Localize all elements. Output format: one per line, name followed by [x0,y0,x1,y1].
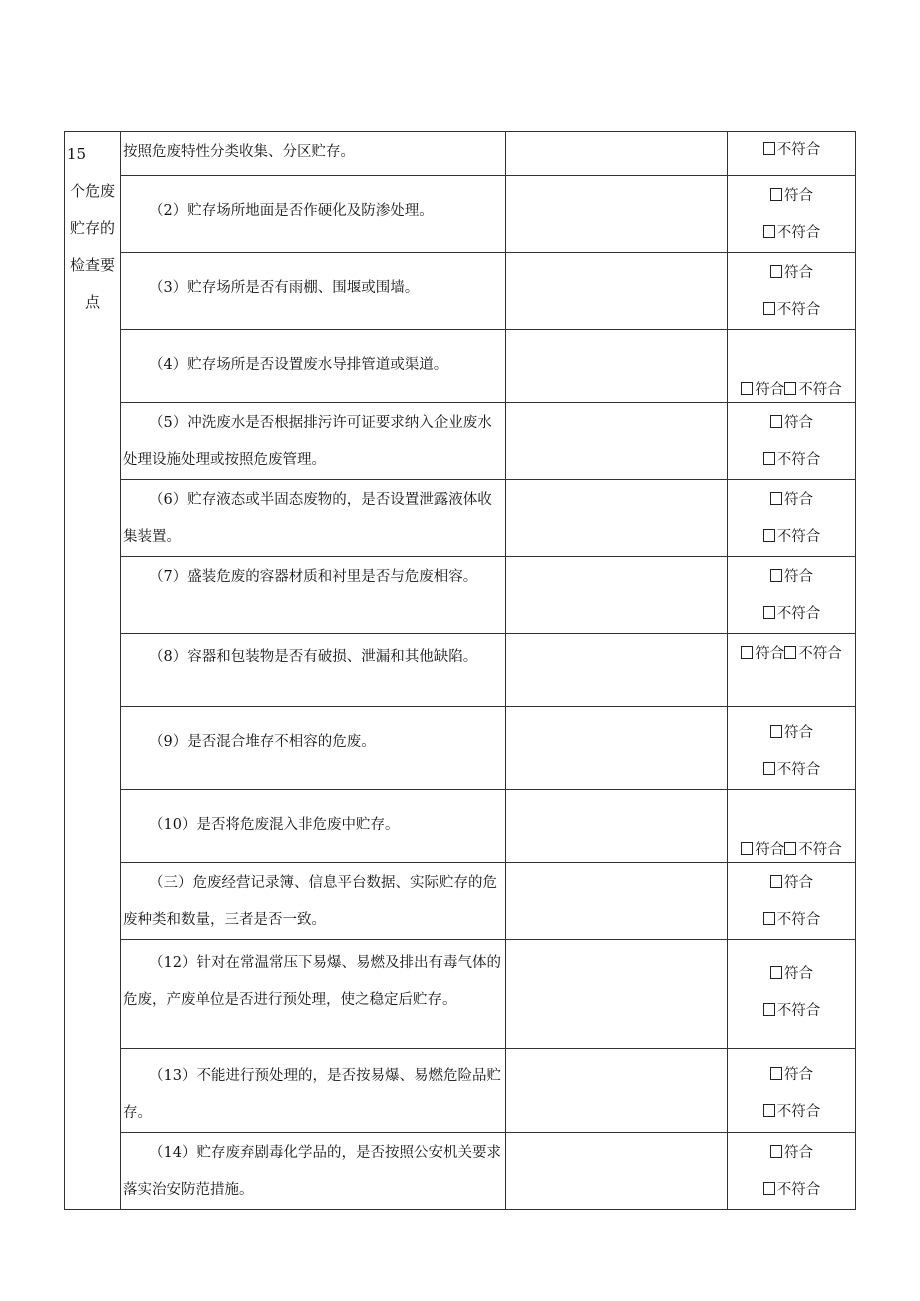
checkbox-icon[interactable] [770,966,782,979]
item-text: （8）容器和包装物是否有破损、泄漏和其他缺陷。 [121,634,506,707]
checkbox-icon[interactable] [770,188,782,201]
table-row [65,403,856,480]
item-text: （4）贮存场所是否设置废水导排管道或渠道。 [121,330,506,403]
checkbox-option[interactable]: 不符合 [784,382,842,398]
checkbox-option[interactable]: 符合 [728,956,855,993]
item-text: 按照危废特性分类收集、分区贮存。 [121,132,506,176]
table-row [65,1049,856,1133]
checkbox-option[interactable]: 符合 [728,559,855,596]
remark-cell[interactable] [506,863,728,940]
category-text: 个危废贮存的检查要点 [69,182,115,311]
result-cell [728,480,856,557]
checkbox-icon[interactable] [784,646,796,659]
checkbox-option[interactable]: 不符合 [728,215,855,252]
checkbox-option[interactable]: 符合 [728,715,855,752]
checkbox-option[interactable]: 不符合 [784,842,842,858]
table-row [65,253,856,330]
item-text: （3）贮存场所是否有雨棚、围堰或围墙。 [121,253,506,330]
table-row [65,1133,856,1210]
checkbox-icon[interactable] [741,382,753,395]
item-text: （10）是否将危废混入非危废中贮存。 [121,790,506,863]
item-text: （9）是否混合堆存不相容的危废。 [121,707,506,790]
result-cell [728,132,856,176]
category-number: 15 [67,145,87,163]
checkbox-icon[interactable] [784,382,796,395]
item-text: （6）贮存液态或半固态废物的，是否设置泄露液体收集装置。 [121,480,506,557]
item-text: （14）贮存废弃剧毒化学品的，是否按照公安机关要求落实治安防范措施。 [121,1133,506,1210]
checkbox-option[interactable]: 符合 [741,382,784,398]
checkbox-icon[interactable] [770,569,782,582]
checkbox-icon[interactable] [763,225,775,238]
checkbox-option[interactable]: 不符合 [728,993,855,1030]
table-row [65,863,856,940]
result-cell [728,403,856,480]
table-row [65,707,856,790]
result-cell [728,176,856,253]
checkbox-icon[interactable] [741,646,753,659]
checkbox-option[interactable]: 不符合 [728,596,855,633]
remark-cell[interactable] [506,790,728,863]
result-cell [728,1049,856,1133]
checkbox-icon[interactable] [763,762,775,775]
checkbox-icon[interactable] [763,1003,775,1016]
remark-cell[interactable] [506,634,728,707]
result-cell [728,253,856,330]
remark-cell[interactable] [506,330,728,403]
item-text: （5）冲洗废水是否根据排污许可证要求纳入企业废水处理设施处理或按照危废管理。 [121,403,506,480]
item-text: （7）盛装危废的容器材质和衬里是否与危废相容。 [121,557,506,634]
result-cell [728,707,856,790]
result-cell [728,557,856,634]
inspection-table [64,131,856,1210]
checkbox-icon[interactable] [763,529,775,542]
item-text: （三）危废经营记录簿、信息平台数据、实际贮存的危废种类和数量，三者是否一致。 [121,863,506,940]
table-row [65,557,856,634]
table-row [65,790,856,863]
table-row [65,330,856,403]
item-text: （13）不能进行预处理的，是否按易爆、易燃危险品贮存。 [121,1049,506,1133]
result-cell [728,330,856,403]
remark-cell[interactable] [506,707,728,790]
checkbox-option[interactable]: 符合 [728,482,855,519]
remark-cell[interactable] [506,132,728,176]
item-text: （2）贮存场所地面是否作硬化及防渗处理。 [121,176,506,253]
checkbox-option[interactable]: 不符合 [728,442,855,479]
checkbox-icon[interactable] [763,912,775,925]
remark-cell[interactable] [506,1133,728,1210]
result-cell [728,863,856,940]
remark-cell[interactable] [506,940,728,1049]
item-text: （12）针对在常温常压下易爆、易燃及排出有毒气体的危废，产废单位是否进行预处理，使之稳定后贮存。 [121,940,506,1049]
checkbox-icon[interactable] [770,415,782,428]
table-row [65,480,856,557]
checkbox-option[interactable]: 不符合 [728,132,855,169]
checkbox-option[interactable]: 不符合 [728,1172,855,1209]
checkbox-option[interactable]: 不符合 [728,519,855,556]
checkbox-option[interactable]: 符合 [728,405,855,442]
checkbox-option[interactable]: 符合 [728,255,855,292]
checkbox-option[interactable]: 不符合 [728,752,855,789]
checkbox-option[interactable]: 符合 [728,1057,855,1094]
checkbox-option[interactable]: 不符合 [728,292,855,329]
remark-cell[interactable] [506,1049,728,1133]
checkbox-option[interactable]: 不符合 [728,902,855,939]
remark-cell[interactable] [506,403,728,480]
checkbox-icon[interactable] [770,492,782,505]
result-cell [728,634,856,707]
checkbox-icon[interactable] [763,452,775,465]
checkbox-option[interactable]: 符合 [741,842,784,858]
checkbox-icon[interactable] [770,875,782,888]
checkbox-option[interactable]: 符合 [728,1135,855,1172]
result-cell [728,790,856,863]
checkbox-icon[interactable] [763,1182,775,1195]
result-cell [728,940,856,1049]
checkbox-icon[interactable] [763,1104,775,1117]
checkbox-icon[interactable] [770,1067,782,1080]
checkbox-icon[interactable] [770,1145,782,1158]
remark-cell[interactable] [506,176,728,253]
checkbox-icon[interactable] [770,725,782,738]
checkbox-option[interactable]: 符合 [728,865,855,902]
table-row [65,940,856,1049]
checkbox-option[interactable]: 不符合 [784,646,842,662]
table-row [65,634,856,707]
remark-cell[interactable] [506,557,728,634]
table-row [65,176,856,253]
checkbox-option[interactable]: 符合 [741,646,784,662]
remark-cell[interactable] [506,253,728,330]
checkbox-icon[interactable] [763,142,775,155]
checkbox-icon[interactable] [763,302,775,315]
category-cell [65,132,121,1210]
checkbox-option[interactable]: 符合 [728,178,855,215]
result-cell [728,1133,856,1210]
checkbox-option[interactable]: 不符合 [728,1094,855,1131]
checkbox-icon[interactable] [763,606,775,619]
checkbox-icon[interactable] [784,842,796,855]
table-row [65,132,856,176]
remark-cell[interactable] [506,480,728,557]
checkbox-icon[interactable] [770,265,782,278]
checkbox-icon[interactable] [741,842,753,855]
